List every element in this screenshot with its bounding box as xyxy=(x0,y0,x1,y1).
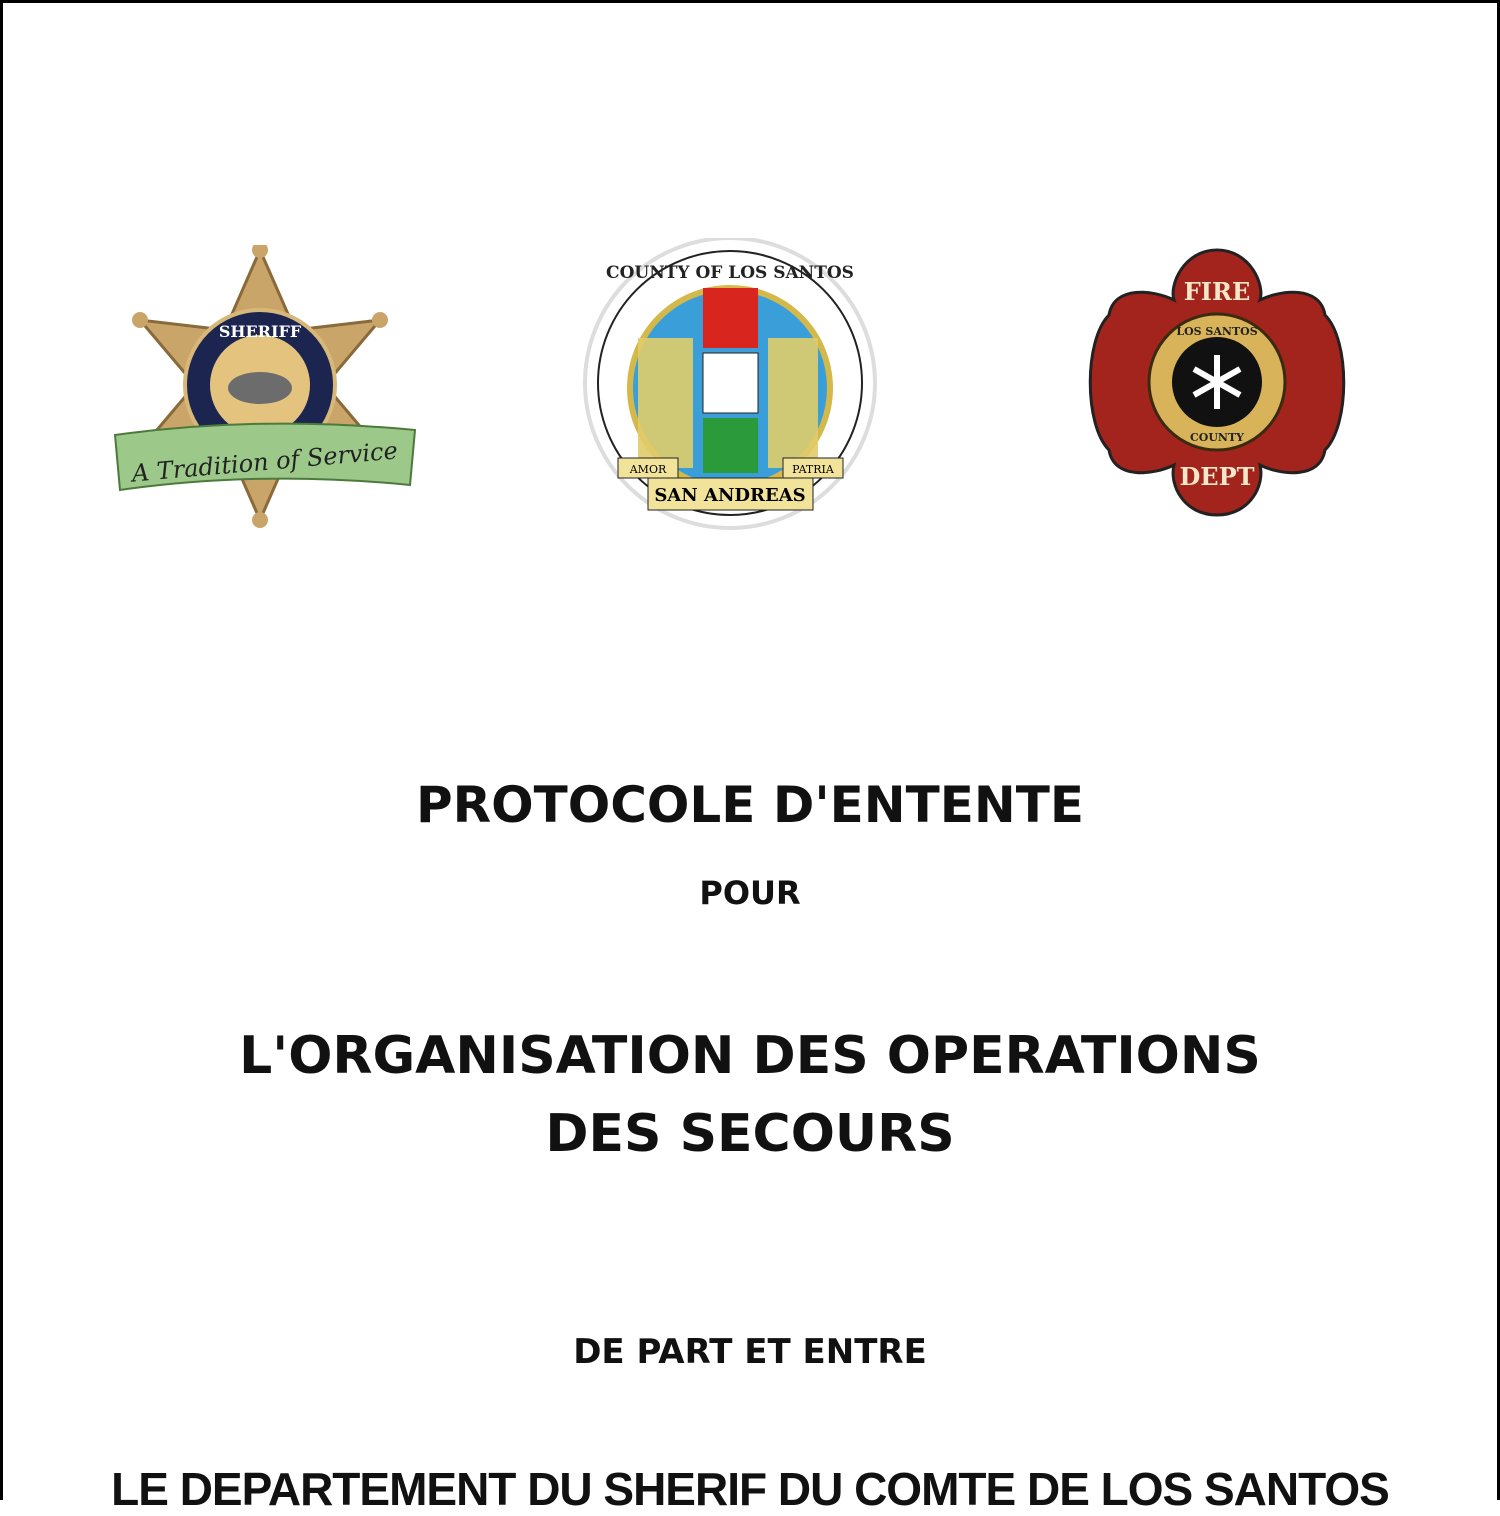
svg-text:LOS SANTOS: LOS SANTOS xyxy=(1176,325,1258,338)
svg-text:SHERIFF: SHERIFF xyxy=(218,322,302,341)
svg-text:PATRIA: PATRIA xyxy=(792,463,834,476)
svg-text:A Tradition of Service: A Tradition of Service xyxy=(130,436,399,488)
svg-text:COUNTY OF LOS SANTOS: COUNTY OF LOS SANTOS xyxy=(606,263,854,283)
fire-dept-logo xyxy=(1080,245,1355,520)
county-seal-logo xyxy=(578,238,883,538)
svg-text:SAN ANDREAS: SAN ANDREAS xyxy=(654,485,806,506)
svg-text:AMOR: AMOR xyxy=(629,463,667,476)
svg-text:FIRE: FIRE xyxy=(1183,277,1251,306)
svg-text:COUNTY: COUNTY xyxy=(1189,431,1245,444)
document-subtitle-line2: DES SECOURS xyxy=(545,1104,955,1164)
document-pour: POUR xyxy=(699,874,801,912)
document-title: PROTOCOLE D'ENTENTE xyxy=(415,776,1085,834)
sheriff-badge-logo xyxy=(110,245,425,530)
document-party: LE DEPARTEMENT DU SHERIF DU COMTE DE LOS SANTOS xyxy=(111,1463,1389,1515)
svg-text:DEPT: DEPT xyxy=(1179,462,1255,491)
document-subtitle-line1: L'ORGANISATION DES OPERATIONS xyxy=(239,1026,1261,1086)
document-between: DE PART ET ENTRE xyxy=(573,1332,927,1372)
